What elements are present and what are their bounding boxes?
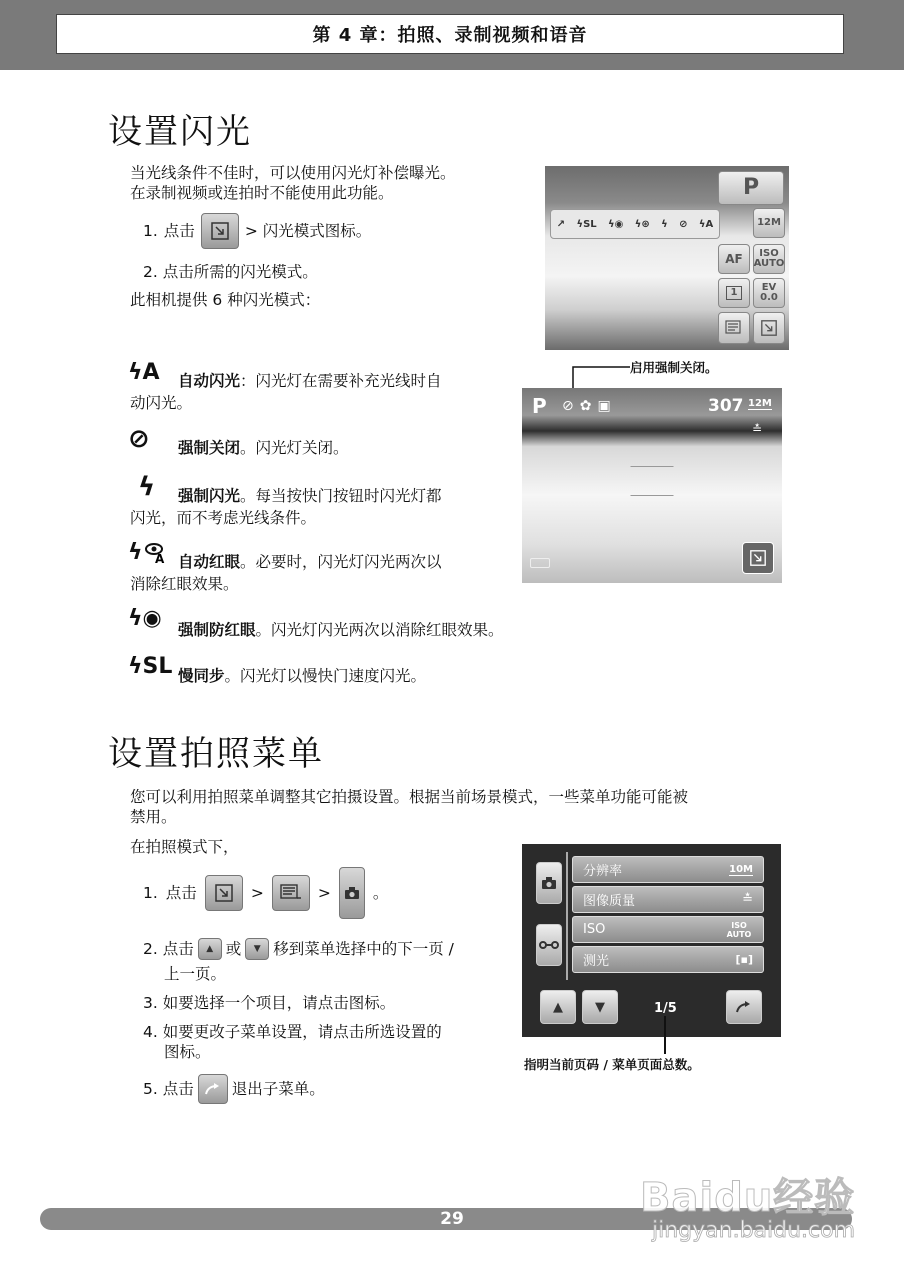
wrench-icon (539, 939, 559, 951)
menu-step-4-cont: 图标。 (164, 1043, 211, 1061)
mode-desc-cont: 消除红眼效果。 (130, 575, 239, 593)
drive-label: 1 (726, 286, 743, 300)
down-arrow-icon: ▼ (253, 944, 261, 954)
shortcut-button[interactable] (201, 213, 239, 249)
mode-p-button[interactable]: P (718, 171, 784, 205)
menu-step-1 (143, 866, 388, 920)
flash-auto-icon: ϟA (128, 360, 160, 385)
up-button[interactable] (198, 938, 222, 960)
step-text: 点击 (163, 222, 195, 240)
menu-section-title: 设置拍照菜单 (108, 734, 324, 774)
step-text: > 闪光模式图标。 (244, 222, 372, 240)
menu-list-button[interactable] (272, 875, 310, 911)
flash-mode-slowsync (178, 666, 426, 687)
mode-label: 自动闪光 (178, 372, 241, 390)
shortcut-icon (749, 549, 767, 567)
svg-text:A: A (154, 552, 164, 564)
mode-desc: 。闪光灯关闭。 (240, 439, 349, 457)
icon-glyph: ϟ (128, 540, 143, 565)
camera-tab[interactable] (536, 862, 562, 904)
camera-live-view-screenshot (522, 388, 782, 583)
row-value: 10M (729, 863, 753, 875)
row-value: ISO AUTO (726, 920, 752, 939)
menu-list-icon (280, 884, 302, 902)
chapter-header (56, 14, 844, 54)
mode-desc: 。必要时，闪光灯闪光两次以 (240, 553, 442, 571)
back-button[interactable] (726, 990, 762, 1024)
menu-list-icon (725, 320, 743, 336)
mode-label: 强制闪光 (178, 487, 241, 505)
back-button[interactable] (198, 1074, 228, 1104)
mode-label: 自动红眼 (178, 553, 241, 571)
flash-slowsync-icon: ϟSL (128, 654, 173, 679)
separator: > (250, 884, 264, 902)
camera-flash-menu-screenshot (545, 166, 789, 350)
step-number: 1. (143, 884, 158, 902)
camera-icon (541, 876, 557, 890)
step-text: 2. 点击 (143, 940, 194, 958)
flash-back-icon[interactable]: ↗ (556, 218, 566, 230)
flash-intro-2: 在录制视频或连拍时不能使用此功能。 (130, 184, 394, 202)
step-text: 5. 点击 (143, 1080, 194, 1098)
flash-off-icon: ⊘ (562, 398, 580, 414)
mode-desc: 。每当按快门按钮时闪光灯都 (240, 487, 442, 505)
flash-mode-redeye (178, 552, 442, 573)
focus-frame (630, 466, 674, 496)
flash-step-1 (143, 213, 371, 249)
back-arrow-icon (735, 1000, 753, 1014)
flash-mode-antiredeye (178, 620, 504, 641)
ev-button[interactable] (753, 278, 785, 308)
camera-icon (344, 886, 360, 900)
iso-sub: AUTO (753, 258, 785, 269)
menu-step-2 (143, 938, 454, 960)
shots-remaining: 307 (708, 396, 744, 416)
menu-step-5 (143, 1074, 325, 1104)
quality-icon: ≛ (752, 422, 763, 436)
drive-button[interactable] (718, 278, 750, 308)
mode-desc: ：闪光灯在需要补充光线时自 (240, 372, 442, 390)
flash-force-icon[interactable]: ϟ (661, 218, 668, 230)
menu-row-resolution[interactable] (572, 856, 764, 883)
step-text: 。 (372, 884, 389, 902)
menu-intro-2: 禁用。 (130, 808, 177, 826)
page-indicator: 1/5 (654, 1001, 677, 1016)
shortcut-button[interactable] (742, 542, 774, 574)
menu-row-metering[interactable] (572, 946, 764, 973)
separator: > (317, 884, 331, 902)
menu-row-quality[interactable] (572, 886, 764, 913)
page-up-button[interactable] (540, 990, 576, 1024)
iso-label: ISO (759, 248, 779, 259)
row-label: 图像质量 (583, 894, 636, 909)
mode-desc: 。闪光灯闪光两次以消除红眼效果。 (255, 621, 504, 639)
row-label: 分辨率 (583, 864, 623, 879)
shortcut-icon (214, 883, 234, 903)
down-button[interactable] (245, 938, 269, 960)
step-text: 移到菜单选择中的下一页 / (273, 940, 454, 958)
mode-desc-cont: 闪光，而不考虑光线条件。 (130, 509, 317, 527)
flash-intro-1: 当光线条件不佳时，可以使用闪光灯补偿曝光。 (130, 164, 456, 182)
flash-mode-off (178, 438, 349, 459)
step-text: 点击 (165, 884, 197, 902)
mode-indicator: P (532, 394, 547, 418)
flash-modes-intro: 此相机提供 6 种闪光模式： (130, 291, 321, 309)
watermark-url: jingyan.baidu.com (652, 1218, 856, 1243)
caption-page-count: 指明当前页码 / 菜单页面总数。 (524, 1057, 700, 1072)
step-number: 1. (143, 222, 158, 240)
flash-mode-auto (178, 371, 442, 392)
menu-intro-1: 您可以利用拍照菜单调整其它拍摄设置。根据当前场景模式，一些菜单功能可能被 (130, 788, 689, 806)
menu-divider (566, 852, 568, 980)
menu-mode-line: 在拍照模式下， (130, 838, 239, 856)
flash-redeye-icon (128, 540, 167, 565)
flash-mode-bar (550, 209, 720, 239)
flash-redeye-icon[interactable]: ϟ⊛ (634, 218, 650, 230)
iso-button[interactable] (753, 244, 785, 274)
row-value: ≛ (742, 892, 753, 907)
flash-step-2: 2. 点击所需的闪光模式。 (143, 263, 318, 281)
setup-tab[interactable] (536, 924, 562, 966)
chapter-title: 第 4 章：拍照、录制视频和语音 (312, 25, 588, 46)
ev-label: EV (761, 282, 777, 293)
drive-icon: ▣ (597, 398, 617, 414)
menu-step-4: 4. 如要更改子菜单设置，请点击所选设置的 (143, 1023, 442, 1041)
step-text: 退出子菜单。 (231, 1080, 325, 1098)
flash-force-icon: ϟ (138, 472, 156, 502)
af-button[interactable]: AF (718, 244, 750, 274)
shortcut-button[interactable] (753, 312, 785, 344)
shortcut-button[interactable] (205, 875, 243, 911)
menu-step-2-cont: 上一页。 (164, 965, 227, 983)
up-arrow-icon: ▲ (553, 999, 563, 1015)
caption-pointer-line (664, 1016, 666, 1054)
mode-desc-cont: 动闪光。 (130, 394, 193, 412)
battery-icon (530, 558, 550, 568)
row-label: 测光 (583, 954, 610, 969)
flash-off-icon: ⊘ (128, 424, 150, 454)
caption-pointer-line (570, 364, 632, 390)
ev-value: 0.0 (760, 292, 778, 303)
page-down-button[interactable] (582, 990, 618, 1024)
mode-label: 强制防红眼 (178, 621, 256, 639)
watermark-logo: Baidu经验 (640, 1175, 856, 1221)
row-value: [▪] (735, 953, 753, 966)
flash-slowsync-icon[interactable]: ϟSL (576, 218, 597, 230)
redeye-auto-icon (143, 540, 167, 564)
menu-list-button[interactable] (718, 312, 750, 344)
menu-step-3: 3. 如要选择一个项目，请点击图标。 (143, 994, 396, 1012)
caption-force-off: 启用强制关闭。 (630, 360, 718, 375)
down-arrow-icon: ▼ (595, 999, 605, 1015)
camera-tab-button[interactable] (339, 867, 365, 919)
camera-menu-screenshot (522, 844, 781, 1037)
back-arrow-icon (204, 1082, 222, 1096)
shortcut-icon (760, 319, 778, 337)
shortcut-icon (210, 221, 230, 241)
mode-label: 强制关闭 (178, 439, 241, 457)
page-number: 29 (440, 1209, 464, 1229)
menu-row-iso[interactable] (572, 916, 764, 943)
flash-auto-icon[interactable]: ϟA (698, 218, 714, 230)
row-label: ISO (583, 922, 606, 937)
step-text: 或 (225, 940, 242, 958)
flash-antiredeye-icon[interactable]: ϟ◉ (608, 218, 624, 230)
flash-section-title: 设置闪光 (108, 112, 252, 152)
mode-label: 慢同步 (178, 667, 225, 685)
flash-antiredeye-icon: ϟ◉ (128, 606, 162, 631)
macro-icon: ✿ (579, 398, 598, 414)
resolution-button[interactable]: 12M (753, 208, 785, 238)
resolution-indicator: 12M (748, 398, 772, 409)
mode-desc: 。闪光灯以慢快门速度闪光。 (224, 667, 427, 685)
flash-mode-force (178, 486, 442, 507)
up-arrow-icon: ▲ (206, 944, 214, 954)
flash-off-icon[interactable]: ⊘ (679, 218, 688, 230)
status-icons (562, 398, 617, 414)
